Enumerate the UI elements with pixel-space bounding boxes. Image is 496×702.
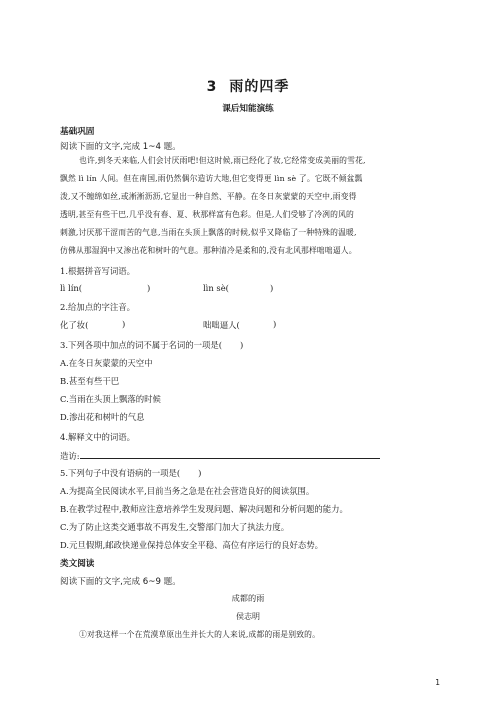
question-5-stem: 5.下列句子中没有语病的一项是( ): [60, 468, 202, 478]
q5-option-b: B.在教学过程中,教师应注意培养学生发现问题、解决问题和分析问题的能力。: [60, 504, 348, 514]
q4-term-label: 造访:: [60, 451, 80, 461]
q3-option-c: C.当雨在头顶上飘落的时候: [60, 394, 161, 404]
q5-option-a: A.为提高全民阅读水平,目前当务之急是在社会营造良好的阅读氛围。: [60, 486, 315, 496]
q5-option-c: C.为了防止这类交通事故不再发生,交警部门加大了执法力度。: [60, 522, 290, 532]
q2-word-a: 化了妆(: [60, 320, 89, 330]
lesson-title-text: 雨的四季: [229, 79, 290, 95]
question-2-stem: 2.给加点的字注音。: [60, 302, 135, 312]
q2-word-b: 咄咄逼人(: [203, 320, 240, 330]
q4-answer-line: [60, 449, 380, 462]
q5-option-d: D.元旦假期,邮政快递业保持总体安全平稳、高位有序运行的良好态势。: [60, 540, 323, 550]
page-number: 1: [435, 678, 440, 687]
q3-option-b: B.甚至有些干巴: [60, 376, 120, 386]
question-3-stem: 3.下列各项中加点的词不属于名词的一项是( ): [60, 340, 244, 350]
passage-line: 飘然 lì lín 人间。但在南国,雨仍然偶尔造访大地,但它变得更 lìn sè 了。它既不倾盆瓢: [60, 174, 363, 183]
article-title: 成都的雨: [231, 593, 265, 603]
section-subtitle: 课后知能演练: [222, 104, 274, 114]
lesson-number: 3: [206, 79, 218, 95]
question-4-stem: 4.解释文中的词语。: [60, 432, 135, 442]
article-paragraph-1: ①对我这样一个在荒漠草原出生并长大的人来说,成都的雨是别致的。: [79, 630, 321, 639]
q1-pinyin-b-close: ): [270, 283, 274, 293]
answer-blank[interactable]: [80, 449, 380, 459]
reading-instruction-2: 阅读下面的文字,完成 6~9 题。: [60, 577, 181, 587]
passage-line: 仿佛从那湿润中又渗出花和树叶的气息。那种清冷是柔和的,没有北风那样咄咄逼人。: [60, 246, 357, 255]
q1-pinyin-a: lì lín(: [60, 283, 83, 293]
q1-pinyin-a-close: ): [147, 283, 151, 293]
q3-option-d: D.渗出花和树叶的气息: [60, 412, 145, 422]
passage-line: 刺激,讨厌那干涩而苦的气息,当雨在头顶上飘落的时候,似乎又降临了一种特殊的温暖,: [60, 228, 357, 237]
q3-option-a: A.在冬日灰蒙蒙的天空中: [60, 358, 153, 368]
question-1-stem: 1.根据拼音写词语。: [60, 266, 135, 276]
reading-instruction-1: 阅读下面的文字,完成 1~4 题。: [60, 142, 181, 152]
q2-word-a-close: ): [122, 319, 126, 329]
article-author: 侯志明: [236, 612, 260, 621]
section-heading-similar-reading: 类文阅读: [60, 559, 95, 569]
passage-line: 也许,到冬天来临,人们会讨厌雨吧!但这时候,雨已经化了妆,它经常变成美丽的雪花,: [79, 156, 366, 165]
q2-word-b-close: ): [273, 319, 277, 329]
q1-pinyin-b: lìn sè(: [203, 283, 229, 293]
lesson-title: [0, 76, 496, 96]
passage-line: 泼,又不缠绵如丝,或淅淅沥沥,它显出一种自然、平静。在冬日灰蒙蒙的天空中,雨变得: [60, 192, 357, 201]
section-heading-basic: 基础巩固: [60, 127, 95, 137]
passage-line: 透明,甚至有些干巴,几乎没有春、夏、秋那样富有色彩。但是,人们受够了冷冽的风的: [60, 210, 354, 219]
